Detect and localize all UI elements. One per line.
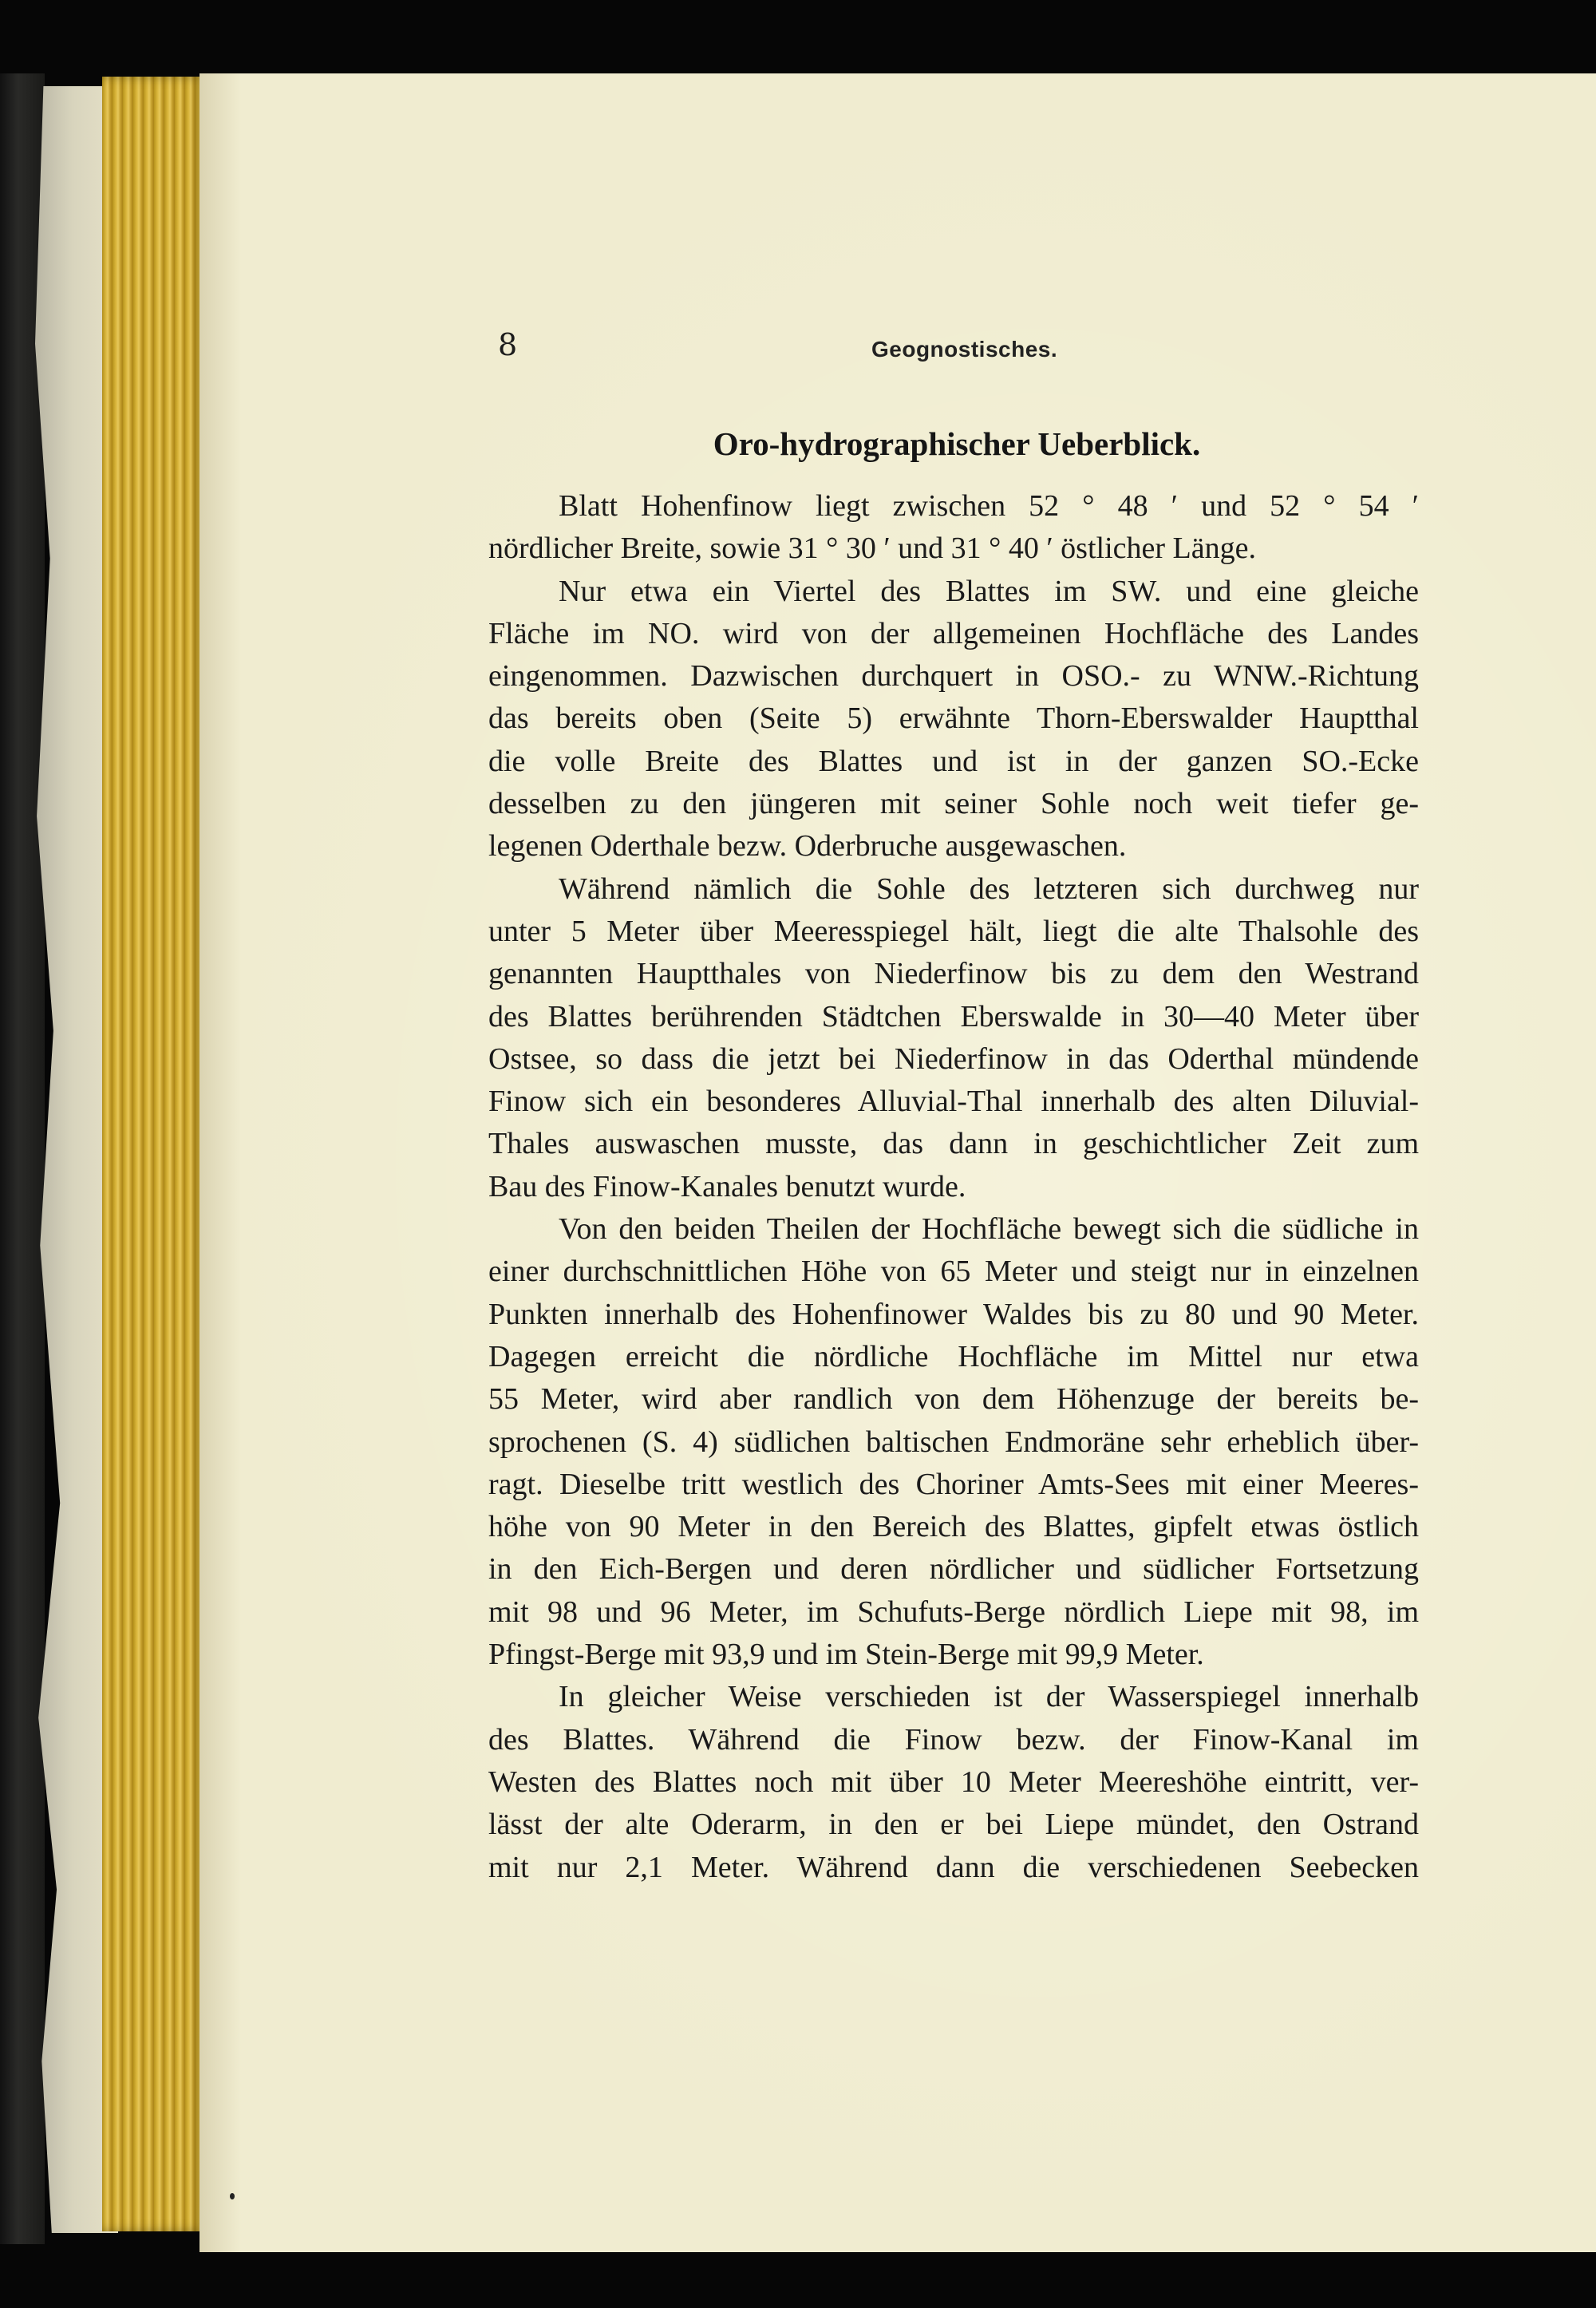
text-line: höhe von 90 Meter in den Bereich des Blattes, gipfelt etwas östlich xyxy=(488,1510,1419,1544)
text-line: Fläche im NO. wird von der allgemeinen Hochfläche des Landes xyxy=(488,616,1419,650)
text-line: in den Eich-Bergen und deren nördlicher und südlicher Fortsetzung xyxy=(488,1552,1419,1587)
book-binding xyxy=(0,73,45,2244)
text-line: Blatt Hohenfinow liegt zwischen 52 ° 48 ′ und 52 ° 54 ′ xyxy=(559,489,1419,523)
text-line: des Blattes. Während die Finow bezw. der Finow-Kanal im xyxy=(488,1722,1419,1757)
paragraph xyxy=(488,1208,1419,1676)
paragraph xyxy=(488,571,1419,868)
text-line: die volle Breite des Blattes und ist in der ganzen SO.-Ecke xyxy=(488,744,1419,778)
text-line: das bereits oben (Seite 5) erwähnte Thorn-Eberswalder Hauptthal xyxy=(488,701,1419,736)
text-line: ragt. Dieselbe tritt westlich des Choriner Amts-Sees mit einer Meeres- xyxy=(488,1467,1419,1501)
text-line: lässt der alte Oderarm, in den er bei Liepe mündet, den Ostrand xyxy=(488,1808,1419,1842)
text-line: Dagegen erreicht die nördliche Hochfläche im Mittel nur etwa xyxy=(488,1339,1419,1373)
text-line: einer durchschnittlichen Höhe von 65 Meter und steigt nur in einzelnen xyxy=(488,1255,1419,1289)
text-line: nördlicher Breite, sowie 31 ° 30 ′ und 31 ° 40 ′ östlicher Länge. xyxy=(488,532,1256,566)
paragraph xyxy=(488,868,1419,1208)
text-line: unter 5 Meter über Meeresspiegel hält, liegt die alte Thalsohle des xyxy=(488,914,1419,948)
text-line: Thales auswaschen musste, das dann in geschichtlicher Zeit zum xyxy=(488,1127,1419,1161)
text-line: Während nämlich die Sohle des letzteren sich durchweg nur xyxy=(559,871,1419,906)
gilded-page-edges xyxy=(102,77,206,2231)
running-head: Geognostisches. xyxy=(871,337,1058,362)
text-line: In gleicher Weise verschieden ist der Wasserspiegel innerhalb xyxy=(559,1680,1419,1714)
paragraph xyxy=(488,485,1419,571)
text-line: mit 98 und 96 Meter, im Schufuts-Berge nördlich Liepe mit 98, im xyxy=(488,1595,1419,1629)
text-line: eingenommen. Dazwischen durchquert in OSO.- zu WNW.-Richtung xyxy=(488,659,1419,694)
text-line: Von den beiden Theilen der Hochfläche bewegt sich die südliche in xyxy=(559,1212,1419,1247)
text-line: mit nur 2,1 Meter. Während dann die verschiedenen Seebecken xyxy=(488,1850,1419,1884)
text-line: sprochenen (S. 4) südlichen baltischen Endmoräne sehr erheblich über- xyxy=(488,1425,1419,1459)
text-line: Nur etwa ein Viertel des Blattes im SW. und eine gleiche xyxy=(559,574,1419,608)
text-line: legenen Oderthale bezw. Oderbruche ausgewaschen. xyxy=(488,829,1127,864)
text-line: Bau des Finow-Kanales benutzt wurde. xyxy=(488,1169,966,1203)
text-line: desselben zu den jüngeren mit seiner Sohle noch weit tiefer ge- xyxy=(488,787,1419,821)
text-line: genannten Hauptthales von Niederfinow bis zu dem den Westrand xyxy=(488,957,1419,991)
page-number: 8 xyxy=(498,327,518,362)
text-line: des Blattes berührenden Städtchen Eberswalde in 30—40 Meter über xyxy=(488,999,1419,1033)
text-line: Ostsee, so dass die jetzt bei Niederfinow in das Oderthal mündende xyxy=(488,1041,1419,1076)
body-text xyxy=(488,485,1419,1889)
text-line: 55 Meter, wird aber randlich von dem Höhenzuge der bereits be- xyxy=(488,1382,1419,1417)
text-line: Finow sich ein besonderes Alluvial-Thal innerhalb des alten Diluvial- xyxy=(488,1085,1419,1119)
text-line: Punkten innerhalb des Hohenfinower Waldes bis zu 80 und 90 Meter. xyxy=(488,1297,1419,1331)
paragraph xyxy=(488,1676,1419,1888)
ink-speck xyxy=(230,2193,235,2199)
section-title: Oro-hydrographischer Ueberblick. xyxy=(713,425,1201,462)
page-header xyxy=(498,327,1416,375)
text-line: Pfingst-Berge mit 93,9 und im Stein-Berge mit 99,9 Meter. xyxy=(488,1638,1204,1672)
text-line: Westen des Blattes noch mit über 10 Meter Meereshöhe eintritt, ver- xyxy=(488,1765,1419,1799)
